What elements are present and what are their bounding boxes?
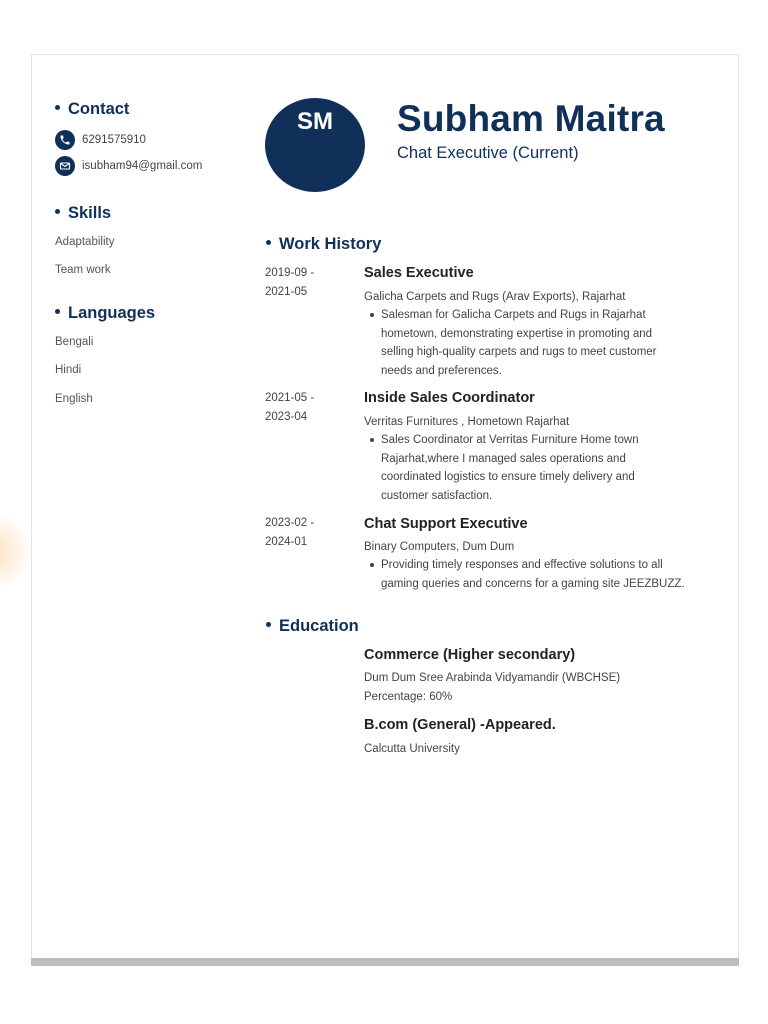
- description-line: selling high-quality carpets and rugs to meet customer: [381, 346, 657, 358]
- last-name: Maitra: [554, 98, 665, 139]
- language-item: English: [55, 393, 93, 405]
- description-line: Salesman for Galicha Carpets and Rugs in Rajarhat: [381, 309, 646, 321]
- job-title: Inside Sales Coordinator: [364, 390, 535, 406]
- skills-heading-label: Skills: [68, 204, 112, 222]
- work-history-heading-label: Work History: [279, 235, 382, 253]
- skill-item: Team work: [55, 264, 111, 276]
- language-item: Bengali: [55, 336, 94, 348]
- page-shadow: [31, 958, 739, 966]
- education-detail: Percentage: 60%: [364, 691, 453, 703]
- decorative-circle: [0, 515, 32, 589]
- full-name: [397, 98, 665, 140]
- phone-number[interactable]: 6291575910: [82, 134, 146, 146]
- resume-page: [31, 54, 739, 960]
- education-institution: Calcutta University: [364, 743, 460, 755]
- description-line: customer satisfaction.: [381, 489, 493, 502]
- skill-item: Adaptability: [55, 236, 115, 248]
- job-date-start: 2019-09 -: [265, 267, 315, 279]
- job-company: Galicha Carpets and Rugs (Arav Exports), Rajarhat: [364, 291, 626, 303]
- education-degree: B.com (General) -Appeared.: [364, 717, 556, 733]
- job-title: Sales Executive: [364, 265, 474, 281]
- job-date-end: 2024-01: [265, 536, 308, 548]
- language-item: Hindi: [55, 364, 82, 376]
- avatar-initials: SM: [297, 108, 333, 135]
- bullet-icon: [370, 438, 374, 442]
- bullet-icon: [55, 105, 60, 110]
- education-institution: Dum Dum Sree Arabinda Vidyamandir (WBCHSE): [364, 672, 621, 684]
- job-company: Verritas Furnitures , Hometown Rajarhat: [364, 416, 570, 428]
- description-line: Providing timely responses and effective solutions to all: [381, 559, 663, 571]
- current-role: Chat Executive (Current): [397, 144, 579, 162]
- job-date-end: 2021-05: [265, 286, 308, 298]
- description-line: hometown, demonstrating expertise in promoting and: [381, 327, 653, 340]
- description-line: Sales Coordinator at Verritas Furniture Home town: [381, 434, 639, 446]
- bullet-icon: [370, 313, 374, 317]
- first-name: Subham: [397, 98, 545, 139]
- job-description: [381, 556, 731, 593]
- description-line: gaming queries and concerns for a gaming site JEEZBUZZ.: [381, 577, 685, 590]
- education-degree: Commerce (Higher secondary): [364, 647, 576, 663]
- job-description: [381, 306, 721, 380]
- skills-heading: [55, 204, 111, 223]
- languages-heading: [55, 304, 155, 323]
- email-icon: [55, 156, 75, 176]
- description-line: needs and preferences.: [381, 364, 502, 377]
- job-date-end: 2023-04: [265, 411, 308, 423]
- education-heading: [266, 617, 359, 636]
- email-row: [55, 156, 202, 176]
- job-date-range: [265, 264, 314, 302]
- languages-heading-label: Languages: [68, 304, 156, 322]
- bullet-icon: [266, 240, 271, 245]
- phone-row: [55, 130, 146, 150]
- contact-heading: [55, 100, 129, 119]
- bullet-icon: [55, 209, 60, 214]
- email-address[interactable]: isubham94@gmail.com: [82, 160, 203, 172]
- job-date-start: 2023-02 -: [265, 517, 315, 529]
- bullet-icon: [370, 563, 374, 567]
- education-heading-label: Education: [279, 617, 359, 635]
- description-line: Rajarhat,where I managed sales operations and: [381, 452, 626, 465]
- job-date-range: [265, 389, 314, 427]
- job-date-range: [265, 514, 314, 552]
- bullet-icon: [55, 309, 60, 314]
- bullet-icon: [266, 622, 271, 627]
- work-history-heading: [266, 235, 381, 254]
- initials-avatar: [265, 98, 365, 192]
- job-title: Chat Support Executive: [364, 516, 528, 532]
- phone-icon: [55, 130, 75, 150]
- job-company: Binary Computers, Dum Dum: [364, 541, 515, 553]
- contact-heading-label: Contact: [68, 100, 130, 118]
- job-description: [381, 431, 721, 505]
- job-date-start: 2021-05 -: [265, 392, 315, 404]
- description-line: coordinated logistics to ensure timely delivery and: [381, 471, 635, 483]
